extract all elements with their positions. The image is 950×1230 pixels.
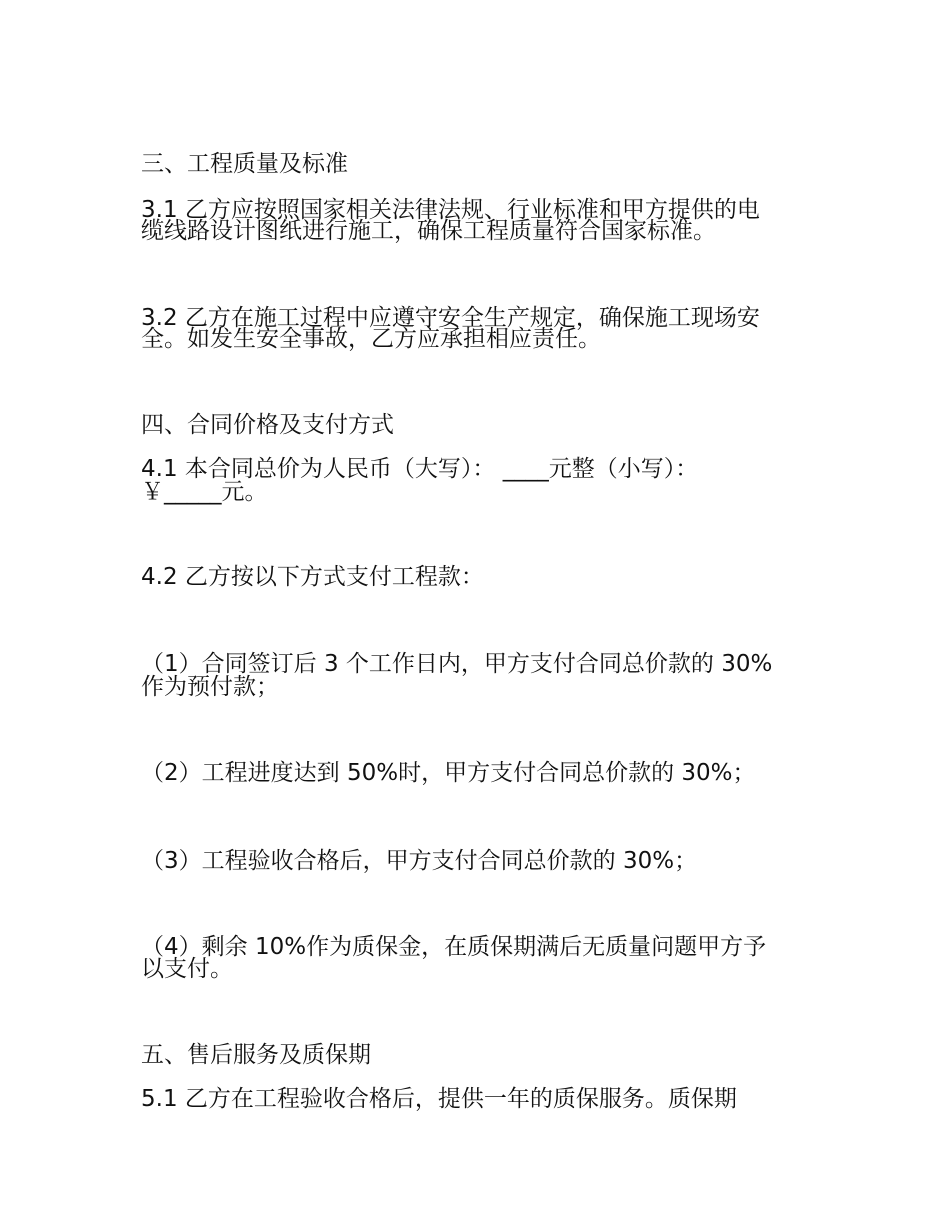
payment-item-4-line-1: （4）剩余 10%作为质保金，在质保期满后无质量问题甲方予 [141, 934, 767, 960]
section-5-heading: 五、售后服务及质保期 [141, 1042, 371, 1068]
paragraph-3-1-line-2: 缆线路设计图纸进行施工，确保工程质量符合国家标准。 [141, 218, 716, 244]
paragraph-3-2-line-1: 3.2 乙方在施工过程中应遵守安全生产规定，确保施工现场安 [141, 305, 760, 331]
payment-item-3: （3）工程验收合格后，甲方支付合同总价款的 30%； [141, 848, 698, 874]
payment-item-4-line-2: 以支付。 [141, 956, 233, 982]
section-3-heading: 三、工程质量及标准 [141, 151, 348, 177]
payment-item-1-line-1: （1）合同签订后 3 个工作日内，甲方支付合同总价款的 30% [141, 651, 773, 677]
paragraph-4-1-line-1: 4.1 本合同总价为人民币（大写）： ____元整（小写）： [141, 456, 699, 482]
paragraph-4-1-line-2: ￥_____元。 [141, 479, 268, 505]
section-4-heading: 四、合同价格及支付方式 [141, 412, 394, 438]
paragraph-3-1-line-1: 3.1 乙方应按照国家相关法律法规、行业标准和甲方提供的电 [141, 197, 760, 223]
paragraph-4-2: 4.2 乙方按以下方式支付工程款： [141, 564, 484, 590]
paragraph-5-1-line-1: 5.1 乙方在工程验收合格后，提供一年的质保服务。质保期 [141, 1086, 737, 1112]
payment-item-2: （2）工程进度达到 50%时，甲方支付合同总价款的 30%； [141, 760, 756, 786]
payment-item-1-line-2: 作为预付款； [141, 674, 279, 700]
paragraph-3-2-line-2: 全。如发生安全事故，乙方应承担相应责任。 [141, 326, 601, 352]
